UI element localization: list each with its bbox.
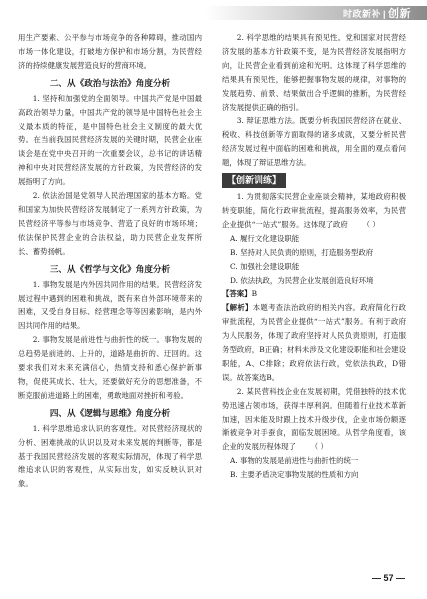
question-2-text: 2. 某民营科技企业在发展初期，凭借独特的技术优势迅速占领市场，获得丰厚利润。但随着行业技术革新加速，因未能及时跟上技术升级步伐，企业市场份额逐渐被竞争对手蚕食，面临发展困境。从哲学角度看，该企业的发展历程体现了 bbox=[222, 386, 406, 452]
question-1-option-d: D. 依法执政，为民营企业发展创造良好环境 bbox=[230, 275, 374, 285]
left-column bbox=[18, 31, 202, 491]
question-1 bbox=[222, 190, 406, 232]
header-label: 时政新补 bbox=[342, 9, 381, 19]
page-header bbox=[0, 0, 427, 26]
explanation-label: 【解析】 bbox=[222, 303, 253, 313]
right-column bbox=[222, 31, 406, 482]
paragraph-internal-external-causes: 1. 事物发展是内外因共同作用的结果。民营经济发展过程中遇到的困难和挑战，既有来自外部环境带来的困难，又受自身目标、经营理念等等因素影响，是内外因共同作用的结果。 bbox=[18, 279, 202, 331]
section-heading-logic: 四、从《逻辑与思维》角度分析 bbox=[49, 407, 171, 418]
header-brand: 创新 bbox=[388, 8, 411, 20]
paragraph-progress-twists: 2. 事物发展是前进性与曲折性的统一。事物发展的总趋势是前进的、上升的，道路是曲折的、迂回的。这要求我们对未来充满信心，热情支持和悉心保护新事物，促使其成长、壮大，还要做好充分的思想准备，不断克服前进道路上的困难，勇敢地面对挫折和考验。 bbox=[18, 335, 202, 400]
explanation-text: 本题考查法治政府的相关内容。政府简化行政审批流程，为民营企业提供“一站式”服务。有利于政府为人民服务，体现了政府坚持对人民负责原则，打造服务型政府，B正确；材料未涉及文化建设职能和社会建设职能，A、C排除；政府依法行政，党依法执政，D错误。故答案选B。 bbox=[222, 303, 406, 382]
page-number: — 57 — bbox=[371, 573, 405, 583]
question-1-answer-blank: （ ） bbox=[362, 219, 380, 229]
question-2-option-a: A. 事物的发展是前进性与曲折性的统一 bbox=[230, 456, 359, 466]
answer-line bbox=[222, 287, 406, 301]
answer-value: B bbox=[251, 289, 258, 299]
question-2-option-b: B. 主要矛盾决定事物发展的性质和方向 bbox=[230, 470, 359, 480]
question-1-option-c: C. 加强社会建设职能 bbox=[230, 261, 300, 271]
section-heading-politics: 二、从《政治与法治》角度分析 bbox=[49, 77, 171, 88]
question-2-answer-blank: （ ） bbox=[310, 442, 328, 452]
innovation-training-heading: 【创新训练】 bbox=[222, 173, 286, 188]
question-1-option-a: A. 履行文化建设职能 bbox=[230, 233, 300, 243]
paragraph-dialectical: 3. 辩证思维方法。既要分析我国民营经济在就业、税收、科技创新等方面取得的诸多成就，又要分析民营经济发展过程中面临的困难和挑战，用全面的观点看问题，体现了辩证思维方法。 bbox=[222, 116, 406, 168]
question-1-text: 1. 为贯彻落实民营企业座谈会精神，某地政府积极转变职能，简化行政审批流程，提高服务效率，为民营企业提供“一站式”服务。这体现了政府 bbox=[222, 192, 406, 229]
question-2 bbox=[222, 385, 406, 455]
paragraph-party-leadership: 1. 坚持和加强党的全面领导。中国共产党是中国最高政治领导力量，中国共产党的领导是中国特色社会主义最本质的特征，是中国特色社会主义制度的最大优势。在当前我国民营经济发展的关键时期，民营企业座谈会是在党中央召开的一次重要会议，总书记的讲话精神和中央对民营经济发展的方针政策，为民营经济的发展指明了方向。 bbox=[18, 93, 202, 187]
header-title bbox=[343, 5, 411, 21]
paragraph-continuation: 用生产要素、公平参与市场竞争的各种障碍，推动国内市场一体化建设，打破地方保护和市场分割，为民营经济的持续健康发展营造良好的营商环境。 bbox=[18, 33, 202, 70]
section-heading-philosophy: 三、从《哲学与文化》角度分析 bbox=[49, 263, 171, 274]
paragraph-objectivity: 1. 科学思维追求认识的客观性。对民营经济现状的分析、困难挑战的认识以及对未来发展的判断等，都是基于我国民营经济发展的客观实际情况，体现了科学思维追求认识的客观性，从实际出发，如实反映认识对象。 bbox=[18, 423, 202, 489]
question-1-option-b: B. 坚持对人民负责的原则，打造服务型政府 bbox=[230, 247, 374, 257]
paragraph-rule-of-law: 2. 依法治国是党领导人民治理国家的基本方略。党和国家为加快民营经济发展制定了一系列方针政策，为民营经济平等参与市场竞争、营造了良好的市场环境；依法保护民营企业的合法权益，助力民营企业发挥所长、蓄势扬帆。 bbox=[18, 191, 202, 256]
answer-label: 【答案】 bbox=[222, 289, 252, 299]
header-separator: | bbox=[382, 9, 386, 19]
explanation bbox=[222, 301, 406, 384]
paragraph-foresight: 2. 科学思维的结果具有预见性。党和国家对民营经济发展的基本方针政策不变，是为民营经济发展指明方向，让民营企业看到前途和光明。这体现了科学思维的结果具有预见性，能够把握事物发展的规律，对事物的发展趋势、前景、结果做出合乎逻辑的推断，为民营经济发展提供正确的指引。 bbox=[222, 33, 406, 112]
